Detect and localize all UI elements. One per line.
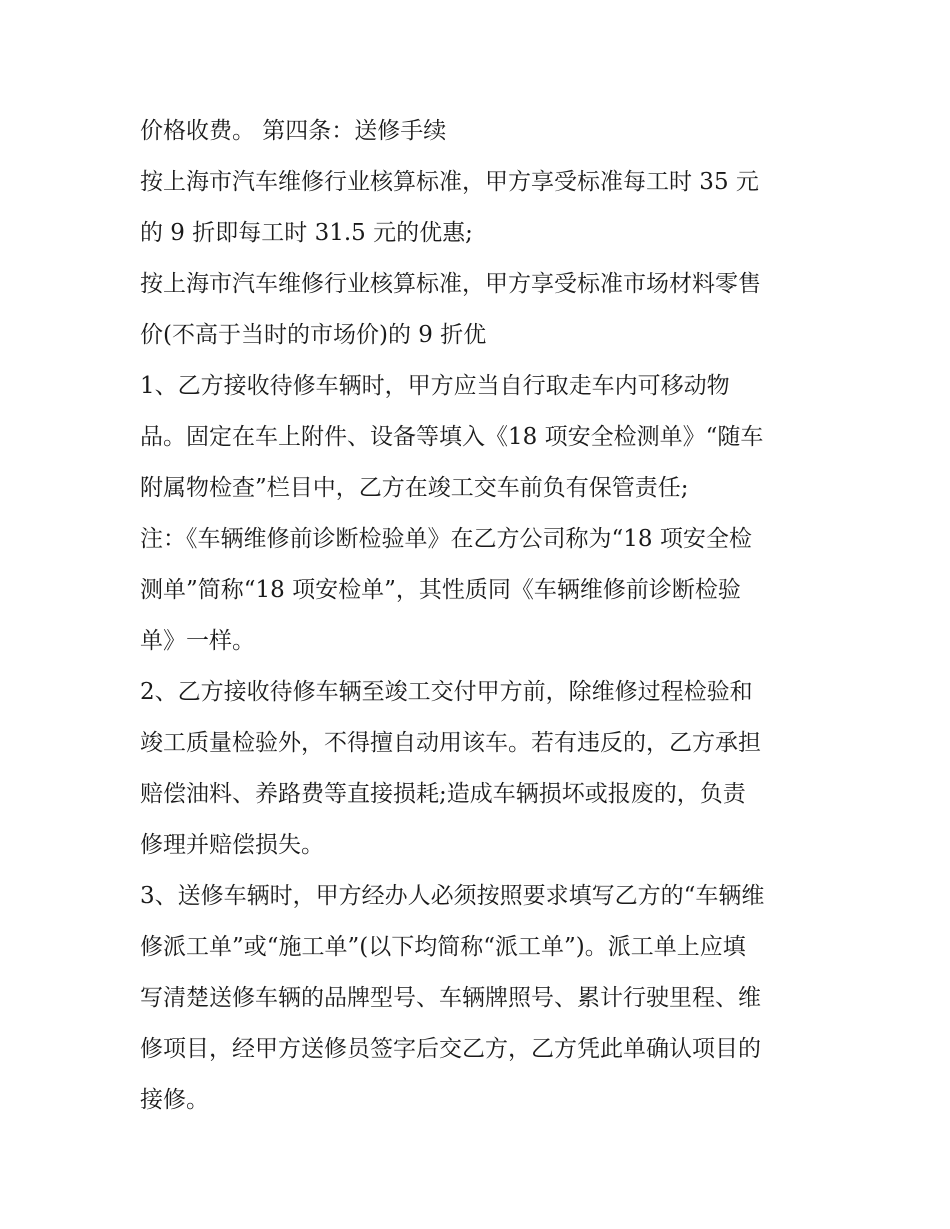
text-line: 附属物检查”栏目中，乙方在竣工交车前负有保管责任;	[140, 475, 689, 501]
text-line: 1、乙方接收待修车辆时，甲方应当自行取走车内可移动物	[140, 373, 730, 399]
text-line: 测单”简称“18 项安检单”，其性质同《车辆维修前诊断检验	[140, 577, 741, 603]
body-text	[140, 106, 830, 1126]
text-line: 修派工单”或“施工单”(以下均简称“派工单”)。派工单上应填	[140, 934, 746, 960]
text-line: 写清楚送修车辆的品牌型号、车辆牌照号、累计行驶里程、维	[140, 985, 761, 1011]
text-line: 修项目，经甲方送修员签字后交乙方，乙方凭此单确认项目的	[140, 1036, 761, 1062]
text-line: 赔偿油料、养路费等直接损耗;造成车辆损坏或报废的，负责	[140, 781, 746, 807]
text-line: 价(不高于当时的市场价)的 9 折优	[140, 322, 487, 348]
text-line: 修理并赔偿损失。	[140, 832, 324, 858]
text-line: 单》一样。	[140, 628, 255, 654]
text-line: 按上海市汽车维修行业核算标准，甲方享受标准每工时 35 元	[140, 169, 759, 195]
text-line: 2、乙方接收待修车辆至竣工交付甲方前，除维修过程检验和	[140, 679, 753, 705]
text-line: 注：《车辆维修前诊断检验单》在乙方公司称为“18 项安全检	[140, 526, 752, 552]
text-line: 价格收费。 第四条：送修手续	[140, 118, 447, 144]
text-line: 3、送修车辆时，甲方经办人必须按照要求填写乙方的“车辆维	[140, 883, 765, 909]
text-line: 按上海市汽车维修行业核算标准，甲方享受标准市场材料零售	[140, 271, 761, 297]
text-line: 竣工质量检验外，不得擅自动用该车。若有违反的，乙方承担	[140, 730, 761, 756]
text-line: 品。固定在车上附件、设备等填入《18 项安全检测单》“随车	[140, 424, 764, 450]
text-line: 的 9 折即每工时 31.5 元的优惠;	[140, 220, 473, 246]
text-line: 接修。	[140, 1087, 209, 1113]
